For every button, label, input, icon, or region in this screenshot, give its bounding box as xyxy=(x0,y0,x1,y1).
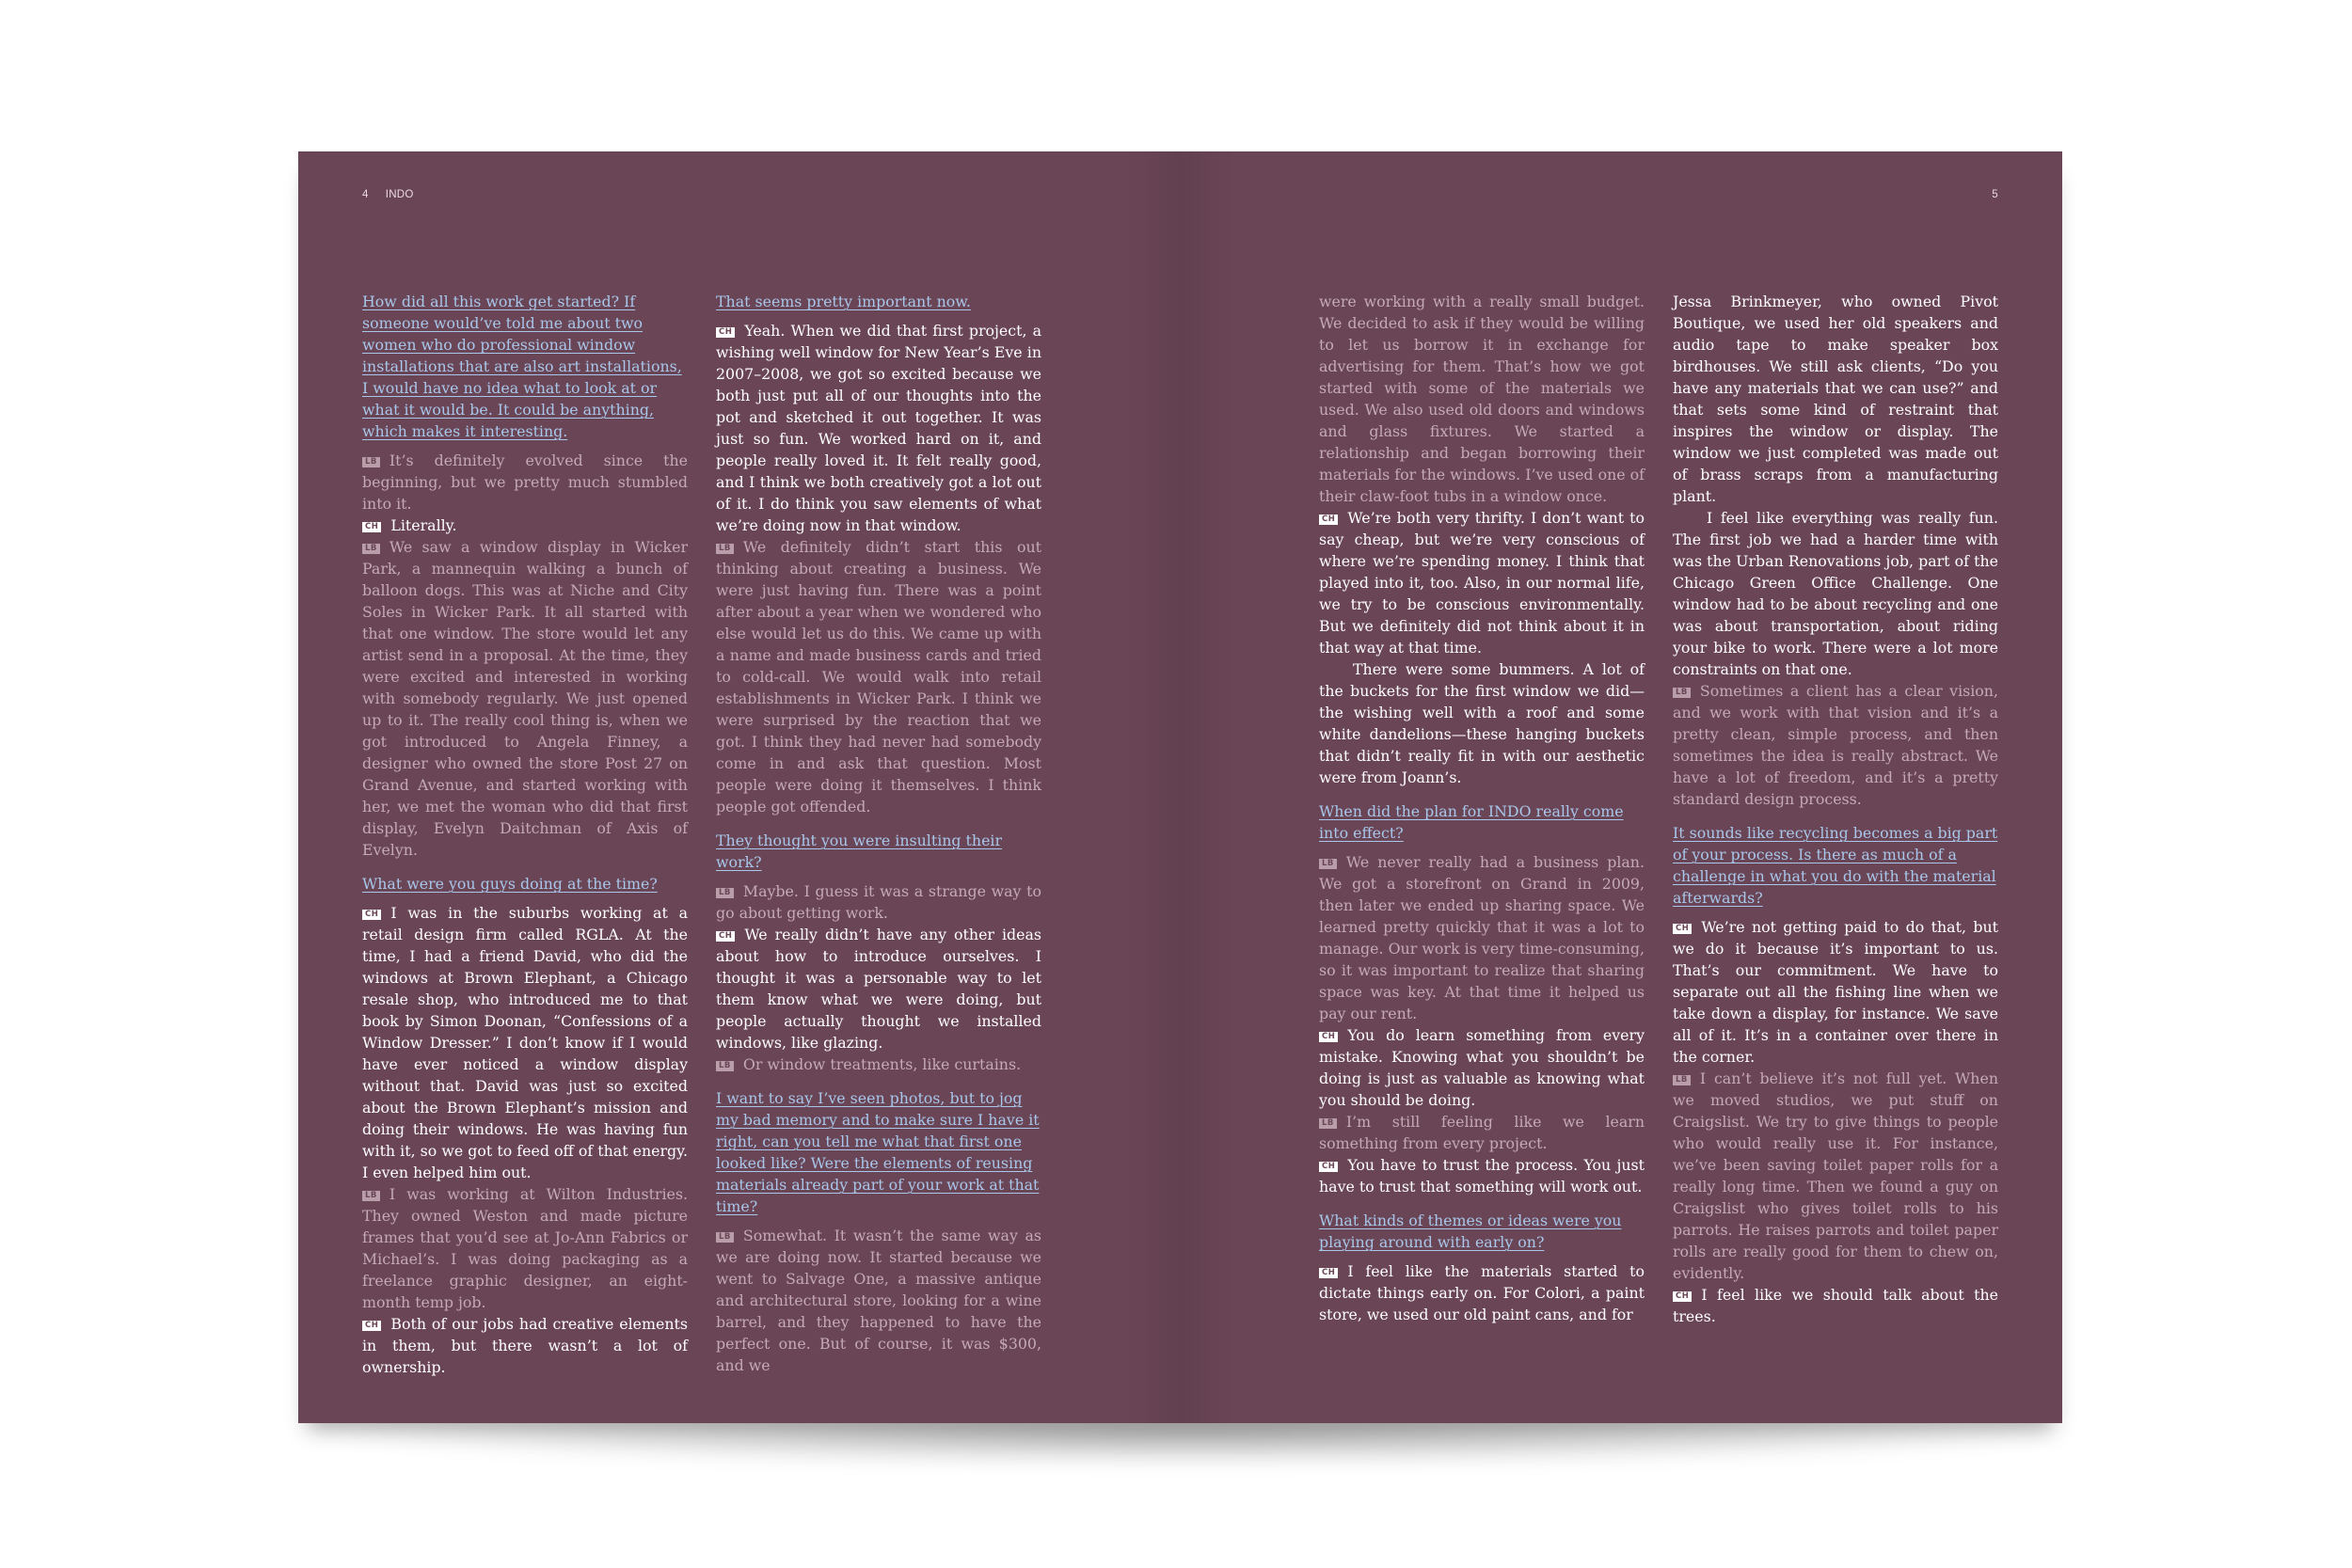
answer-text: We never really had a business plan. We got a storefront on Grand in 2009, then later we ended up sharing space. We learned pretty quickly that it was a lot to manage. Our work is very time-consuming, so it was important to realize that sharing space was key. At that time it helped us pay our rent. xyxy=(1319,853,1645,1022)
answer-lb xyxy=(1319,1111,1645,1154)
gutter-shade-right xyxy=(1180,151,1236,1423)
answer-text: I was in the suburbs working at a retail design firm called RGLA. At the time, I had a friend David, who did the windows at Brown Elephant, a Chicago resale shop, who introduced me to that book by Simon Doonan, “Confessions of a Window Dresser.” I don’t know if I would have ever noticed a window display without that. David was just so excited about the Brown Elephant’s mission and doing their windows. He was having fun with it, so we got to feed off of that energy. I even helped him out. xyxy=(362,904,688,1181)
answer-ch-continued xyxy=(1673,291,1998,507)
speaker-tag: CH xyxy=(716,931,735,942)
speaker-tag: CH xyxy=(362,522,381,532)
interview-question: That seems pretty important now. xyxy=(716,293,971,310)
answer-lb xyxy=(716,1053,1041,1075)
answer-ch xyxy=(1319,1024,1645,1111)
answer-lb xyxy=(362,536,688,861)
answer-text: I feel like the materials started to dictate things early on. For Colori, a paint store, we used our old paint cans, and for xyxy=(1319,1262,1645,1323)
answer-text: I’m still feeling like we learn something from every project. xyxy=(1319,1113,1645,1152)
answer-text: You do learn something from every mistake. Knowing what you shouldn’t be doing is just as valuable as knowing what you should be doing. xyxy=(1319,1026,1645,1109)
speaker-tag: CH xyxy=(1673,924,1692,934)
answer-text: Yeah. When we did that first project, a wishing well window for New Year’s Eve in 2007–2008, we got so excited because we both just put all of our thoughts into the pot and sketched it out together. It was just so fun. We worked hard on it, and people really loved it. It felt really good, and I think we both creatively got a lot out of it. I do think you saw elements of what we’re doing now in that window. xyxy=(716,322,1041,534)
answer-continued xyxy=(1319,291,1645,507)
answer-text: were working with a really small budget. We decided to ask if they would be willing to let us borrow it in exchange for advertising for them. That’s how we got started with some of the materials we used. We also used old doors and windows and glass fixtures. We started a relationship and began borrowing their materials for the windows. I’ve used one of their claw-foot tubs in a window once. xyxy=(1319,293,1645,505)
answer-text: We saw a window display in Wicker Park, a mannequin walking a bunch of balloon dogs. This was at Niche and City Soles in Wicker Park. It all started with that one window. The store would let any artist send in a proposal. At the time, they were excited and interested in working with somebody regularly. We just opened up to it. The really cool thing is, when we got introduced to Angela Finney, a designer who owned the store Post 27 on Grand Avenue, and started working with her, we met the woman who did that first display, Evelyn Daitchman of Axis of Evelyn. xyxy=(362,538,688,859)
speaker-tag: CH xyxy=(1319,515,1338,525)
answer-ch xyxy=(1319,1260,1645,1325)
answer-ch xyxy=(362,1313,688,1378)
answer-text: Both of our jobs had creative elements in them, but there wasn’t a lot of ownership. xyxy=(362,1315,688,1376)
interview-question: They thought you were insulting their work? xyxy=(716,832,1003,871)
speaker-tag: CH xyxy=(362,1321,381,1331)
right-page-column-1 xyxy=(1319,291,1645,1325)
speaker-tag: LB xyxy=(716,544,734,554)
speaker-tag: LB xyxy=(362,544,380,554)
answer-text: Sometimes a client has a clear vision, and we work with that vision and it’s a pretty clean, simple process, and then sometimes the idea is really abstract. We have a lot of freedom, and it’s a pretty standard design process. xyxy=(1673,682,1998,808)
interview-question: How did all this work get started? If someone would’ve told me about two women who do professional window installations that are also art installations, I would have no idea what to look at or what it would be. It could be anything, which makes it interesting. xyxy=(362,293,682,440)
answer-ch xyxy=(1673,1284,1998,1327)
interview-question: What were you guys doing at the time? xyxy=(362,875,658,893)
answer-text: I was working at Wilton Industries. They owned Weston and made picture frames that you’d see at Jo-Ann Fabrics or Michael’s. I was doing packaging as a freelance graphic designer, an eight-month temp job. xyxy=(362,1185,688,1311)
answer-ch-paragraph xyxy=(1673,507,1998,680)
interview-question: When did the plan for INDO really come into effect? xyxy=(1319,802,1624,842)
answer-text: I can’t believe it’s not full yet. When we moved studios, we put stuff on Craigslist. We try to give things to people who would really use it. For instance, we’ve been saving toilet paper rolls for a really long time. Then we found a guy on Craigslist who gives toilet rolls to his parrots. He raises parrots and toilet paper rolls are really good for them to chew on, evidently. xyxy=(1673,1069,1998,1282)
answer-ch xyxy=(1673,916,1998,1068)
answer-lb xyxy=(1673,680,1998,810)
interview-question: I want to say I’ve seen photos, but to jog my bad memory and to make sure I have it right, can you tell me what that first one looked like? Were the elements of reusing materials already part of your work at that time? xyxy=(716,1089,1040,1215)
interview-question: It sounds like recycling becomes a big part of your process. Is there as much of a challenge in what you do with the material afterwards? xyxy=(1673,824,1998,907)
page-number-right: 5 xyxy=(1992,189,1998,200)
speaker-tag: LB xyxy=(362,457,380,467)
left-page-column-1 xyxy=(362,291,688,1378)
speaker-tag: CH xyxy=(362,910,381,920)
answer-lb xyxy=(362,450,688,515)
answer-text: Or window treatments, like curtains. xyxy=(742,1055,1022,1073)
gutter-shade-left xyxy=(1123,151,1180,1423)
speaker-tag: LB xyxy=(716,888,734,898)
interview-question: What kinds of themes or ideas were you playing around with early on? xyxy=(1319,1212,1622,1251)
left-page-column-2 xyxy=(716,291,1041,1376)
speaker-tag: LB xyxy=(1319,859,1337,869)
answer-lb xyxy=(1319,851,1645,1024)
running-head: INDO xyxy=(385,189,414,200)
right-page-column-2 xyxy=(1673,291,1998,1327)
answer-ch xyxy=(716,320,1041,536)
answer-text: We’re both very thrifty. I don’t want to say cheap, but we’re very conscious of where we’re spending money. I think that played into it, too. Also, in our normal life, we try to be conscious environmentally. But we definitely did not think about it in that way at that time. xyxy=(1319,509,1645,657)
answer-lb xyxy=(1673,1068,1998,1284)
answer-text: I feel like we should talk about the trees. xyxy=(1673,1286,1998,1325)
answer-text: It’s definitely evolved since the beginning, but we pretty much stumbled into it. xyxy=(362,451,688,513)
answer-text: Somewhat. It wasn’t the same way as we are doing now. It started because we went to Salvage One, a massive antique and architectural store, looking for a wine barrel, and they happened to have the perfect one. But of course, it was $300, and we xyxy=(716,1227,1041,1374)
answer-ch xyxy=(362,902,688,1183)
answer-text: You have to trust the process. You just have to trust that something will work out. xyxy=(1319,1156,1645,1196)
speaker-tag: CH xyxy=(716,327,735,338)
left-page xyxy=(298,151,1180,1423)
speaker-tag: CH xyxy=(1319,1162,1338,1172)
answer-text: Jessa Brinkmeyer, who owned Pivot Boutique, we used her old speakers and audio tape to make speaker box birdhouses. We still ask clients, “Do you have any materials that we can use?” and that sets some kind of restraint that inspires the window or display. The window we just completed was made out of brass scraps from a manufacturing plant. xyxy=(1673,293,1998,505)
answer-ch-paragraph xyxy=(1319,658,1645,788)
answer-text: Maybe. I guess it was a strange way to go about getting work. xyxy=(716,882,1041,922)
speaker-tag: CH xyxy=(1319,1032,1338,1042)
answer-lb xyxy=(716,536,1041,817)
speaker-tag: LB xyxy=(716,1232,734,1243)
answer-ch xyxy=(1319,507,1645,658)
answer-ch xyxy=(362,515,688,536)
speaker-tag: CH xyxy=(1319,1268,1338,1278)
right-page xyxy=(1180,151,2062,1423)
speaker-tag: LB xyxy=(1673,688,1691,698)
answer-text: I feel like everything was really fun. The first job we had a harder time with was the Urban Renovations job, part of the Chicago Green Office Challenge. One window had to be about recycling and one was about transportation, about riding your bike to work. There were a lot more constraints on that one. xyxy=(1673,509,1998,678)
answer-lb xyxy=(716,1225,1041,1376)
answer-text: We really didn’t have any other ideas about how to introduce ourselves. I thought it was a personable way to let them know what we were doing, but people actually thought we installed windows, like glazing. xyxy=(716,926,1041,1052)
speaker-tag: CH xyxy=(1673,1291,1692,1302)
answer-text: Literally. xyxy=(390,516,457,534)
answer-ch xyxy=(716,924,1041,1053)
answer-text: There were some bummers. A lot of the buckets for the first window we did—the wishing well with a roof and some white dandelions—these hanging buckets that didn’t really fit in with our aesthetic were from Joann’s. xyxy=(1319,660,1645,786)
magazine-spread xyxy=(298,151,2062,1423)
speaker-tag: LB xyxy=(1673,1075,1691,1085)
speaker-tag: LB xyxy=(716,1061,734,1071)
answer-lb xyxy=(362,1183,688,1313)
answer-text: We’re not getting paid to do that, but we do it because it’s important to us. That’s our commitment. We have to separate out all the fishing line when we take down a display, for instance. We save all of it. It’s in a container over there in the corner. xyxy=(1673,918,1998,1066)
speaker-tag: LB xyxy=(1319,1118,1337,1129)
page-number-left: 4 xyxy=(362,189,369,200)
speaker-tag: LB xyxy=(362,1191,380,1201)
answer-text: We definitely didn’t start this out thinking about creating a business. We were just having fun. There was a point after about a year when we wondered who else would let us do this. We came up with a name and made business cards and tried to cold-call. We would walk into retail establishments in Wicker Park. I think we were surprised by the reaction that we got. I think they had never had somebody come in and ask that question. Most people were doing it themselves. I think people got offended. xyxy=(716,538,1041,816)
answer-ch xyxy=(1319,1154,1645,1197)
left-folio xyxy=(362,189,414,200)
answer-lb xyxy=(716,880,1041,924)
